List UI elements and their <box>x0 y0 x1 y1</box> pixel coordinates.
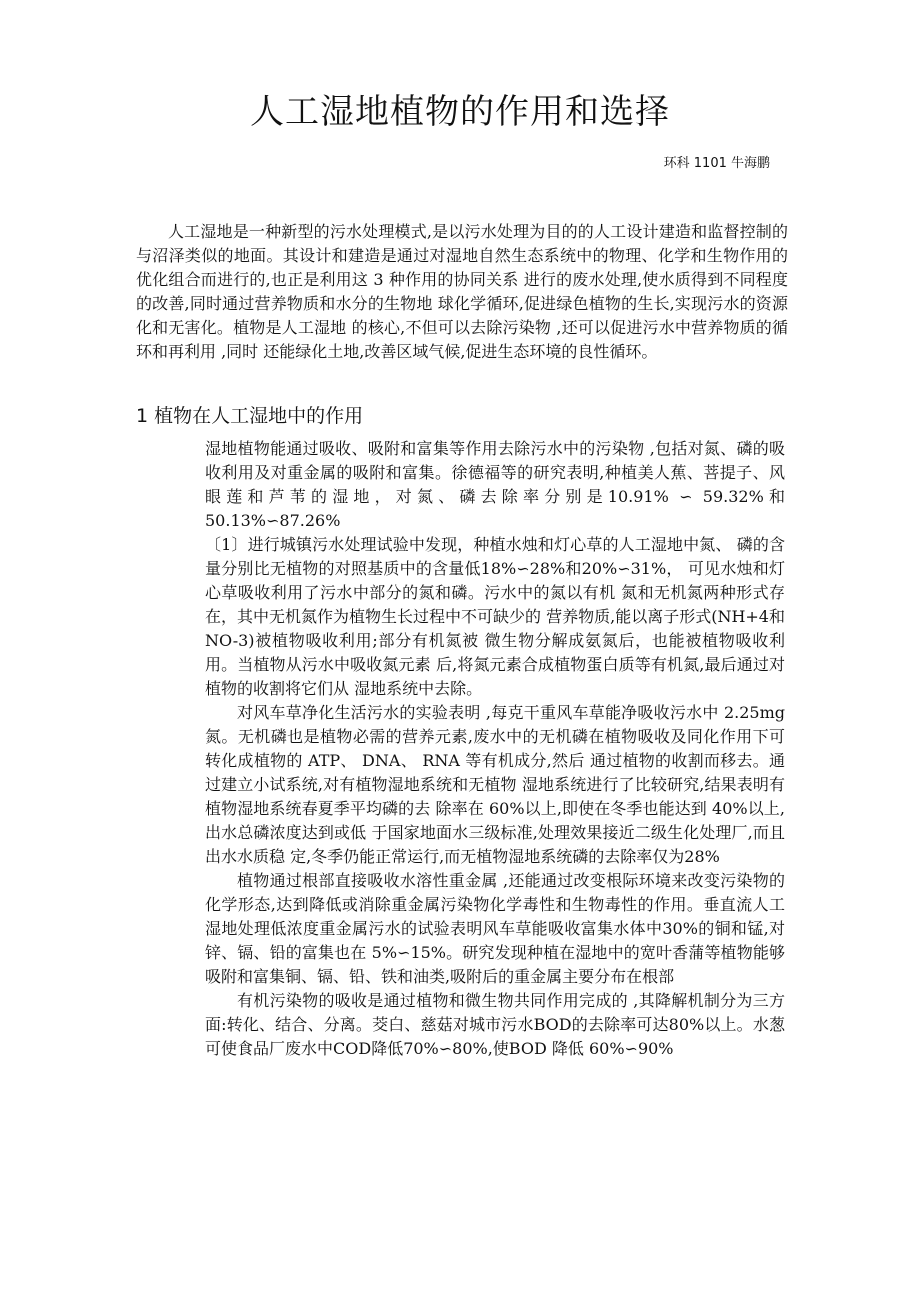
paragraph-phosphorus-removal: 对风车草净化生活污水的实验表明 ,每克干重风车草能净吸收污水中 2.25mg 氮。无机磷也是植物必需的营养元素,废水中的无机磷在植物吸收及同化作用下可转化成植物的 ATP、 DNA、 RNA 等有机成分,然后 通过植物的收割而移去。通过建立小试系统,对有植物湿地系统和无植物 湿地系统进行了比较研究,结果表明有植物湿地系统春夏季平均磷的去 除率在 60%以上,即使在冬季也能达到 40%以上,出水总磷浓度达到或低 于国家地面水三级标准,处理效果接近二级生化处理厂,而且出水水质稳 定,冬季仍能正常运行,而无植物湿地系统磷的去除率仅为28% <box>205 703 785 866</box>
section-heading: 1 植物在人工湿地中的作用 <box>136 405 364 427</box>
paragraph-organic-pollutants: 有机污染物的吸收是通过植物和微生物共同作用完成的 ,其降解机制分为三方面:转化、结合、分离。茭白、慈菇对城市污水BOD的去除率可达80%以上。水葱可使食品厂废水中COD降低70%∽80%,使BOD 降低 60%∽90% <box>205 991 785 1058</box>
intro-paragraph: 人工湿地是一种新型的污水处理模式,是以污水处理为目的的人工设计建造和监督控制的与沼泽类似的地面。其设计和建造是通过对湿地自然生态系统中的物理、化学和生物作用的优化组合而进行的,也正是利用这 3 种作用的协同关系 进行的废水处理,使水质得到不同程度的改善,同时通过营养物质和水分的生物地 球化学循环,促进绿色植物的生长,实现污水的资源化和无害化。植物是人工湿地 的核心,不但可以去除污染物 ,还可以促进污水中营养物质的循环和再利用 ,同时 还能绿化土地,改善区域气候,促进生态环境的良性循环。 <box>136 222 788 361</box>
author-line: 环科 1101 牛海鹏 <box>663 156 770 171</box>
paragraph-nitrogen-removal: 〔1〕进行城镇污水处理试验中发现，种植水烛和灯心草的人工湿地中氮、 磷的含量分别比无植物的对照基质中的含量低18%∽28%和20%∽31%， 可见水烛和灯心草吸收利用了污水中部分的氮和磷。污水中的氮以有机 氮和无机氮两种形式存在，其中无机氮作为植物生长过程中不可缺少的 营养物质,能以离子形式(NH+4和NO-3)被植物吸收利用;部分有机氮被 微生物分解成氨氮后，也能被植物吸收利用。当植物从污水中吸收氮元素 后,将氮元素合成植物蛋白质等有机氮,最后通过对植物的收割将它们从 湿地系统中去除。 <box>205 535 785 698</box>
document-title: 人工湿地植物的作用和选择 <box>250 92 670 132</box>
paragraph-heavy-metals: 植物通过根部直接吸收水溶性重金属 ,还能通过改变根际环境来改变污染物的化学形态,达到降低或消除重金属污染物化学毒性和生物毒性的作用。垂直流人工湿地处理低浓度重金属污水的试验表明风车草能吸收富集水体中30%的铜和锰,对锌、镉、铅的富集也在 5%∽15%。研究发现种植在湿地中的宽叶香蒲等植物能够吸附和富集铜、镉、铅、铁和油类,吸附后的重金属主要分布在根部 <box>205 871 785 986</box>
paragraph-plant-absorption: 湿地植物能通过吸收、吸附和富集等作用去除污水中的污染物 ,包括对氮、磷的吸收利用及对重金属的吸附和富集。徐德福等的研究表明,种植美人蕉、菩提子、风眼莲和芦苇的湿地，对氮、磷去除率分别是10.91% ∽ 59.32%和 50.13%∽87.26% <box>205 439 785 530</box>
section-body <box>205 437 785 1061</box>
